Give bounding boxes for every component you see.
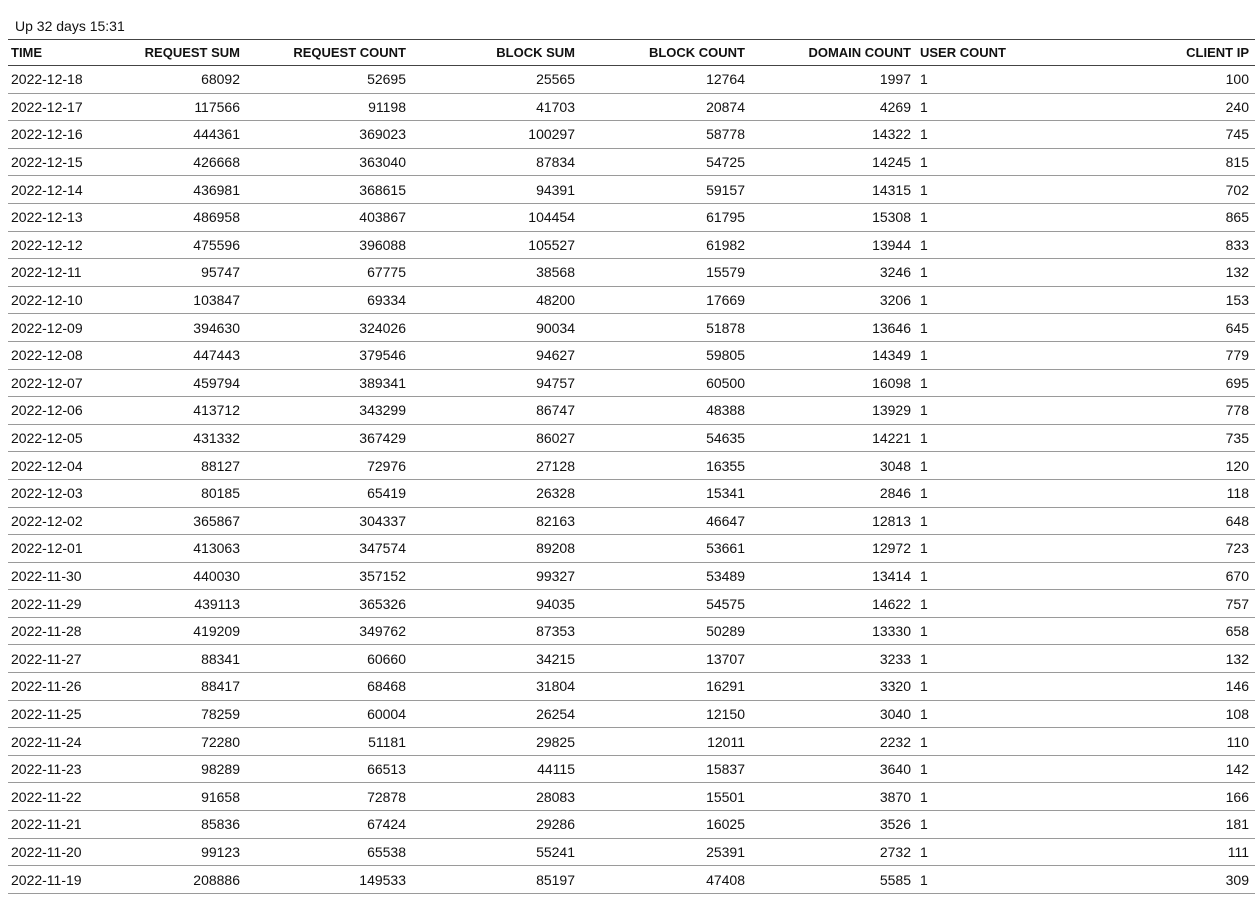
table-row [8, 66, 1255, 94]
cell-client-ip: 648 [1113, 507, 1255, 535]
cell-client-ip: 142 [1113, 755, 1255, 783]
cell-block-count: 54725 [581, 148, 751, 176]
cell-time: 2022-11-19 [8, 866, 108, 894]
cell-domain-count: 14315 [751, 176, 917, 204]
cell-request-count: 349762 [246, 617, 412, 645]
cell-time: 2022-12-08 [8, 341, 108, 369]
cell-block-count: 53489 [581, 562, 751, 590]
cell-user-count: 1 [917, 562, 1113, 590]
cell-time: 2022-11-20 [8, 838, 108, 866]
cell-time: 2022-11-28 [8, 617, 108, 645]
cell-block-sum: 44115 [412, 755, 581, 783]
cell-client-ip: 132 [1113, 645, 1255, 673]
cell-user-count: 1 [917, 66, 1113, 94]
cell-client-ip: 166 [1113, 783, 1255, 811]
cell-domain-count: 16098 [751, 369, 917, 397]
cell-block-sum: 26254 [412, 700, 581, 728]
cell-request-count: 368615 [246, 176, 412, 204]
table-row [8, 590, 1255, 618]
table-row [8, 507, 1255, 535]
cell-block-count: 48388 [581, 397, 751, 425]
cell-domain-count: 14322 [751, 121, 917, 149]
cell-domain-count: 12813 [751, 507, 917, 535]
cell-time: 2022-11-21 [8, 811, 108, 839]
cell-domain-count: 3048 [751, 452, 917, 480]
cell-block-count: 51878 [581, 314, 751, 342]
cell-request-sum: 365867 [108, 507, 246, 535]
cell-request-count: 365326 [246, 590, 412, 618]
cell-block-count: 54575 [581, 590, 751, 618]
cell-domain-count: 13414 [751, 562, 917, 590]
cell-user-count: 1 [917, 811, 1113, 839]
cell-request-count: 347574 [246, 535, 412, 563]
cell-request-sum: 426668 [108, 148, 246, 176]
cell-block-count: 54635 [581, 424, 751, 452]
cell-time: 2022-12-17 [8, 93, 108, 121]
cell-request-sum: 95747 [108, 259, 246, 287]
cell-block-sum: 86747 [412, 397, 581, 425]
cell-block-count: 15579 [581, 259, 751, 287]
cell-time: 2022-11-29 [8, 590, 108, 618]
cell-request-sum: 431332 [108, 424, 246, 452]
cell-request-count: 69334 [246, 286, 412, 314]
cell-time: 2022-11-23 [8, 755, 108, 783]
cell-block-count: 17669 [581, 286, 751, 314]
cell-block-sum: 94757 [412, 369, 581, 397]
uptime-status: Up 32 days 15:31 [15, 18, 125, 34]
cell-domain-count: 14245 [751, 148, 917, 176]
cell-time: 2022-12-13 [8, 203, 108, 231]
cell-request-sum: 88341 [108, 645, 246, 673]
cell-client-ip: 815 [1113, 148, 1255, 176]
cell-domain-count: 4269 [751, 93, 917, 121]
cell-block-sum: 104454 [412, 203, 581, 231]
cell-block-count: 61982 [581, 231, 751, 259]
cell-block-count: 60500 [581, 369, 751, 397]
cell-request-sum: 88127 [108, 452, 246, 480]
cell-request-count: 60660 [246, 645, 412, 673]
table-row [8, 259, 1255, 287]
cell-client-ip: 108 [1113, 700, 1255, 728]
table-row [8, 838, 1255, 866]
cell-block-count: 12764 [581, 66, 751, 94]
cell-domain-count: 3640 [751, 755, 917, 783]
cell-time: 2022-12-12 [8, 231, 108, 259]
cell-user-count: 1 [917, 673, 1113, 701]
cell-domain-count: 13646 [751, 314, 917, 342]
cell-request-count: 363040 [246, 148, 412, 176]
column-header-block-count: BLOCK COUNT [581, 40, 751, 66]
cell-time: 2022-12-16 [8, 121, 108, 149]
cell-domain-count: 15308 [751, 203, 917, 231]
cell-block-count: 15341 [581, 479, 751, 507]
cell-block-sum: 48200 [412, 286, 581, 314]
cell-domain-count: 3526 [751, 811, 917, 839]
cell-user-count: 1 [917, 728, 1113, 756]
cell-user-count: 1 [917, 148, 1113, 176]
cell-request-sum: 459794 [108, 369, 246, 397]
cell-block-count: 59805 [581, 341, 751, 369]
cell-user-count: 1 [917, 424, 1113, 452]
cell-request-count: 67424 [246, 811, 412, 839]
table-row [8, 148, 1255, 176]
cell-user-count: 1 [917, 121, 1113, 149]
cell-client-ip: 723 [1113, 535, 1255, 563]
cell-time: 2022-12-18 [8, 66, 108, 94]
cell-domain-count: 13330 [751, 617, 917, 645]
column-header-block-sum: BLOCK SUM [412, 40, 581, 66]
cell-time: 2022-12-14 [8, 176, 108, 204]
cell-block-count: 58778 [581, 121, 751, 149]
cell-request-sum: 98289 [108, 755, 246, 783]
cell-time: 2022-11-27 [8, 645, 108, 673]
cell-request-count: 52695 [246, 66, 412, 94]
cell-block-sum: 94627 [412, 341, 581, 369]
table-row [8, 369, 1255, 397]
cell-request-count: 389341 [246, 369, 412, 397]
cell-user-count: 1 [917, 507, 1113, 535]
cell-time: 2022-12-07 [8, 369, 108, 397]
cell-client-ip: 702 [1113, 176, 1255, 204]
cell-client-ip: 735 [1113, 424, 1255, 452]
cell-time: 2022-11-25 [8, 700, 108, 728]
cell-client-ip: 645 [1113, 314, 1255, 342]
cell-request-count: 379546 [246, 341, 412, 369]
cell-time: 2022-11-24 [8, 728, 108, 756]
table-row [8, 286, 1255, 314]
cell-client-ip: 146 [1113, 673, 1255, 701]
table-row [8, 397, 1255, 425]
column-header-user-count: USER COUNT [917, 40, 1113, 66]
cell-user-count: 1 [917, 286, 1113, 314]
cell-block-sum: 90034 [412, 314, 581, 342]
cell-request-sum: 80185 [108, 479, 246, 507]
table-row [8, 755, 1255, 783]
cell-domain-count: 2232 [751, 728, 917, 756]
cell-domain-count: 2732 [751, 838, 917, 866]
cell-block-sum: 82163 [412, 507, 581, 535]
cell-client-ip: 118 [1113, 479, 1255, 507]
table-row [8, 231, 1255, 259]
table-body [8, 66, 1255, 894]
cell-user-count: 1 [917, 590, 1113, 618]
cell-domain-count: 12972 [751, 535, 917, 563]
cell-client-ip: 745 [1113, 121, 1255, 149]
cell-time: 2022-12-05 [8, 424, 108, 452]
cell-block-sum: 29286 [412, 811, 581, 839]
cell-domain-count: 3870 [751, 783, 917, 811]
cell-request-count: 324026 [246, 314, 412, 342]
cell-user-count: 1 [917, 203, 1113, 231]
cell-user-count: 1 [917, 314, 1113, 342]
daily-stats-table [8, 39, 1255, 894]
cell-request-sum: 99123 [108, 838, 246, 866]
cell-block-count: 25391 [581, 838, 751, 866]
table-row [8, 728, 1255, 756]
column-header-domain-count: DOMAIN COUNT [751, 40, 917, 66]
cell-time: 2022-12-06 [8, 397, 108, 425]
cell-domain-count: 3206 [751, 286, 917, 314]
cell-block-count: 12011 [581, 728, 751, 756]
table-row [8, 811, 1255, 839]
cell-request-sum: 440030 [108, 562, 246, 590]
cell-block-count: 46647 [581, 507, 751, 535]
cell-request-sum: 72280 [108, 728, 246, 756]
cell-user-count: 1 [917, 259, 1113, 287]
cell-block-count: 61795 [581, 203, 751, 231]
cell-block-count: 13707 [581, 645, 751, 673]
cell-domain-count: 3246 [751, 259, 917, 287]
cell-block-sum: 27128 [412, 452, 581, 480]
cell-request-count: 304337 [246, 507, 412, 535]
cell-request-sum: 413063 [108, 535, 246, 563]
cell-time: 2022-12-04 [8, 452, 108, 480]
cell-block-count: 15837 [581, 755, 751, 783]
cell-request-count: 60004 [246, 700, 412, 728]
cell-user-count: 1 [917, 645, 1113, 673]
table-row [8, 452, 1255, 480]
cell-request-count: 357152 [246, 562, 412, 590]
cell-time: 2022-12-10 [8, 286, 108, 314]
column-header-time: TIME [8, 40, 108, 66]
cell-request-sum: 85836 [108, 811, 246, 839]
cell-user-count: 1 [917, 231, 1113, 259]
cell-domain-count: 14349 [751, 341, 917, 369]
cell-time: 2022-12-09 [8, 314, 108, 342]
cell-block-sum: 87834 [412, 148, 581, 176]
cell-client-ip: 757 [1113, 590, 1255, 618]
cell-client-ip: 100 [1113, 66, 1255, 94]
table-row [8, 203, 1255, 231]
cell-request-sum: 117566 [108, 93, 246, 121]
cell-user-count: 1 [917, 838, 1113, 866]
cell-user-count: 1 [917, 479, 1113, 507]
column-header-client-ip: CLIENT IP [1113, 40, 1255, 66]
cell-request-sum: 103847 [108, 286, 246, 314]
cell-request-sum: 68092 [108, 66, 246, 94]
cell-time: 2022-12-11 [8, 259, 108, 287]
cell-block-sum: 25565 [412, 66, 581, 94]
cell-block-count: 53661 [581, 535, 751, 563]
table-row [8, 341, 1255, 369]
cell-block-count: 15501 [581, 783, 751, 811]
table-row [8, 783, 1255, 811]
cell-user-count: 1 [917, 700, 1113, 728]
cell-request-count: 91198 [246, 93, 412, 121]
cell-time: 2022-11-22 [8, 783, 108, 811]
cell-block-sum: 26328 [412, 479, 581, 507]
cell-client-ip: 779 [1113, 341, 1255, 369]
cell-client-ip: 111 [1113, 838, 1255, 866]
cell-domain-count: 3320 [751, 673, 917, 701]
column-header-request-sum: REQUEST SUM [108, 40, 246, 66]
table-row [8, 617, 1255, 645]
cell-client-ip: 658 [1113, 617, 1255, 645]
cell-client-ip: 153 [1113, 286, 1255, 314]
cell-time: 2022-12-03 [8, 479, 108, 507]
cell-user-count: 1 [917, 93, 1113, 121]
cell-request-sum: 88417 [108, 673, 246, 701]
cell-block-sum: 85197 [412, 866, 581, 894]
cell-user-count: 1 [917, 369, 1113, 397]
cell-request-count: 72976 [246, 452, 412, 480]
cell-block-count: 16025 [581, 811, 751, 839]
column-header-request-count: REQUEST COUNT [246, 40, 412, 66]
cell-block-sum: 55241 [412, 838, 581, 866]
table-row [8, 424, 1255, 452]
cell-block-count: 20874 [581, 93, 751, 121]
cell-block-sum: 86027 [412, 424, 581, 452]
cell-request-count: 72878 [246, 783, 412, 811]
cell-block-count: 47408 [581, 866, 751, 894]
cell-user-count: 1 [917, 755, 1113, 783]
cell-request-count: 68468 [246, 673, 412, 701]
cell-client-ip: 833 [1113, 231, 1255, 259]
cell-domain-count: 13929 [751, 397, 917, 425]
cell-time: 2022-12-02 [8, 507, 108, 535]
cell-request-sum: 91658 [108, 783, 246, 811]
cell-request-count: 67775 [246, 259, 412, 287]
cell-domain-count: 1997 [751, 66, 917, 94]
cell-request-sum: 486958 [108, 203, 246, 231]
cell-block-sum: 31804 [412, 673, 581, 701]
cell-client-ip: 110 [1113, 728, 1255, 756]
table-row [8, 479, 1255, 507]
table-row [8, 93, 1255, 121]
cell-client-ip: 240 [1113, 93, 1255, 121]
cell-block-sum: 89208 [412, 535, 581, 563]
table-row [8, 121, 1255, 149]
cell-block-sum: 94035 [412, 590, 581, 618]
cell-block-sum: 87353 [412, 617, 581, 645]
cell-request-sum: 444361 [108, 121, 246, 149]
cell-user-count: 1 [917, 783, 1113, 811]
table-row [8, 176, 1255, 204]
cell-block-sum: 100297 [412, 121, 581, 149]
cell-user-count: 1 [917, 341, 1113, 369]
cell-request-sum: 394630 [108, 314, 246, 342]
cell-request-count: 51181 [246, 728, 412, 756]
cell-request-sum: 447443 [108, 341, 246, 369]
table-row [8, 535, 1255, 563]
cell-client-ip: 181 [1113, 811, 1255, 839]
cell-request-sum: 208886 [108, 866, 246, 894]
cell-request-count: 369023 [246, 121, 412, 149]
cell-request-sum: 436981 [108, 176, 246, 204]
cell-time: 2022-11-26 [8, 673, 108, 701]
cell-client-ip: 309 [1113, 866, 1255, 894]
cell-request-count: 343299 [246, 397, 412, 425]
cell-user-count: 1 [917, 397, 1113, 425]
cell-user-count: 1 [917, 866, 1113, 894]
cell-block-count: 16355 [581, 452, 751, 480]
cell-client-ip: 132 [1113, 259, 1255, 287]
cell-block-sum: 29825 [412, 728, 581, 756]
cell-block-count: 16291 [581, 673, 751, 701]
cell-request-sum: 475596 [108, 231, 246, 259]
cell-user-count: 1 [917, 452, 1113, 480]
cell-domain-count: 3233 [751, 645, 917, 673]
table-row [8, 562, 1255, 590]
cell-block-count: 12150 [581, 700, 751, 728]
cell-time: 2022-12-15 [8, 148, 108, 176]
table-row [8, 645, 1255, 673]
cell-block-sum: 105527 [412, 231, 581, 259]
cell-block-count: 59157 [581, 176, 751, 204]
cell-client-ip: 670 [1113, 562, 1255, 590]
cell-request-count: 149533 [246, 866, 412, 894]
cell-client-ip: 865 [1113, 203, 1255, 231]
cell-request-count: 65419 [246, 479, 412, 507]
cell-domain-count: 14622 [751, 590, 917, 618]
cell-domain-count: 5585 [751, 866, 917, 894]
cell-client-ip: 695 [1113, 369, 1255, 397]
cell-client-ip: 120 [1113, 452, 1255, 480]
cell-time: 2022-12-01 [8, 535, 108, 563]
cell-block-sum: 41703 [412, 93, 581, 121]
cell-request-sum: 439113 [108, 590, 246, 618]
cell-request-count: 66513 [246, 755, 412, 783]
cell-domain-count: 2846 [751, 479, 917, 507]
cell-request-count: 403867 [246, 203, 412, 231]
table-row [8, 314, 1255, 342]
cell-block-sum: 28083 [412, 783, 581, 811]
cell-block-count: 50289 [581, 617, 751, 645]
cell-request-sum: 413712 [108, 397, 246, 425]
cell-request-sum: 78259 [108, 700, 246, 728]
table-row [8, 866, 1255, 894]
cell-domain-count: 13944 [751, 231, 917, 259]
cell-user-count: 1 [917, 617, 1113, 645]
table-header-row [8, 40, 1255, 66]
table-row [8, 700, 1255, 728]
cell-block-sum: 99327 [412, 562, 581, 590]
cell-block-sum: 94391 [412, 176, 581, 204]
cell-domain-count: 3040 [751, 700, 917, 728]
cell-request-count: 65538 [246, 838, 412, 866]
cell-user-count: 1 [917, 176, 1113, 204]
cell-block-sum: 34215 [412, 645, 581, 673]
table-row [8, 673, 1255, 701]
cell-client-ip: 778 [1113, 397, 1255, 425]
cell-user-count: 1 [917, 535, 1113, 563]
cell-request-sum: 419209 [108, 617, 246, 645]
cell-request-count: 367429 [246, 424, 412, 452]
cell-block-sum: 38568 [412, 259, 581, 287]
cell-request-count: 396088 [246, 231, 412, 259]
cell-domain-count: 14221 [751, 424, 917, 452]
cell-time: 2022-11-30 [8, 562, 108, 590]
